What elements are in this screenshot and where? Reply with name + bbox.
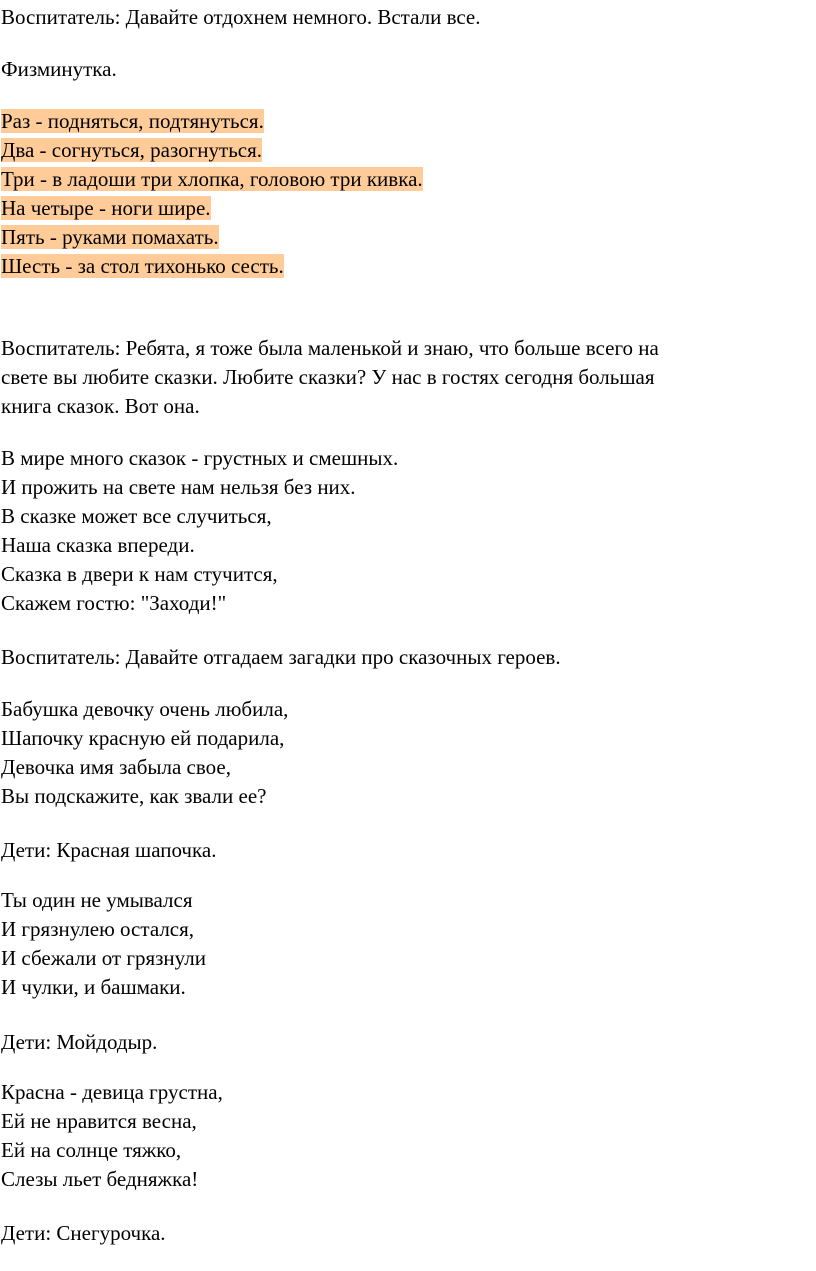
answer-3: Дети: Снегурочка. <box>1 1221 166 1245</box>
paragraph-line: свете вы любите сказки. Любите сказки? У нас в гостях сегодня большая <box>1 365 655 389</box>
poem-line: Сказка в двери к нам стучится, <box>1 562 278 586</box>
riddle-line: Ей на солнце тяжко, <box>1 1138 182 1162</box>
riddle-line: Девочка имя забыла свое, <box>1 755 231 779</box>
exercise-line: Два - согнуться, разогнуться. <box>1 138 263 162</box>
riddle-line: Слезы льет бедняжка! <box>1 1167 199 1191</box>
paragraph-line: Воспитатель: Ребята, я тоже была маленькой и знаю, что больше всего на <box>1 336 659 360</box>
riddle-line: И чулки, и башмаки. <box>1 975 186 999</box>
riddle-line: Вы подскажите, как звали ее? <box>1 784 267 808</box>
answer-1: Дети: Красная шапочка. <box>1 838 217 862</box>
poem-line: И прожить на свете нам нельзя без них. <box>1 475 356 499</box>
riddle-line: Красна - девица грустна, <box>1 1080 223 1104</box>
riddles-intro: Воспитатель: Давайте отгадаем загадки про сказочных героев. <box>1 645 561 669</box>
riddle-line: Бабушка девочку очень любила, <box>1 697 289 721</box>
teacher-paragraph <box>1 334 659 421</box>
poem-line: В сказке может все случиться, <box>1 504 272 528</box>
exercise-line: Три - в ладоши три хлопка, головою три кивка. <box>1 167 423 191</box>
exercise-line: Раз - подняться, подтянуться. <box>1 109 264 133</box>
exercise-line: На четыре - ноги шире. <box>1 196 211 220</box>
poem-line: Наша сказка впереди. <box>1 533 195 557</box>
exercise-verse <box>1 107 423 281</box>
riddle-1 <box>1 695 288 811</box>
exercise-title: Физминутка. <box>1 57 117 81</box>
riddle-line: И грязнулею остался, <box>1 917 195 941</box>
riddle-line: Ей не нравится весна, <box>1 1109 197 1133</box>
answer-2: Дети: Мойдодыр. <box>1 1030 158 1054</box>
poem-line: В мире много сказок - грустных и смешных. <box>1 446 399 470</box>
riddle-line: Ты один не умывался <box>1 888 193 912</box>
intro-line: Воспитатель: Давайте отдохнем немного. Встали все. <box>1 5 481 29</box>
exercise-line: Шесть - за стол тихонько сесть. <box>1 254 284 278</box>
riddle-line: Шапочку красную ей подарила, <box>1 726 285 750</box>
paragraph-line: книга сказок. Вот она. <box>1 394 200 418</box>
riddle-line: И сбежали от грязнули <box>1 946 206 970</box>
fairy-tale-poem <box>1 444 398 618</box>
riddle-3 <box>1 1078 223 1194</box>
poem-line: Скажем гостю: "Заходи!" <box>1 591 227 615</box>
riddle-2 <box>1 886 206 1002</box>
exercise-line: Пять - руками помахать. <box>1 225 219 249</box>
